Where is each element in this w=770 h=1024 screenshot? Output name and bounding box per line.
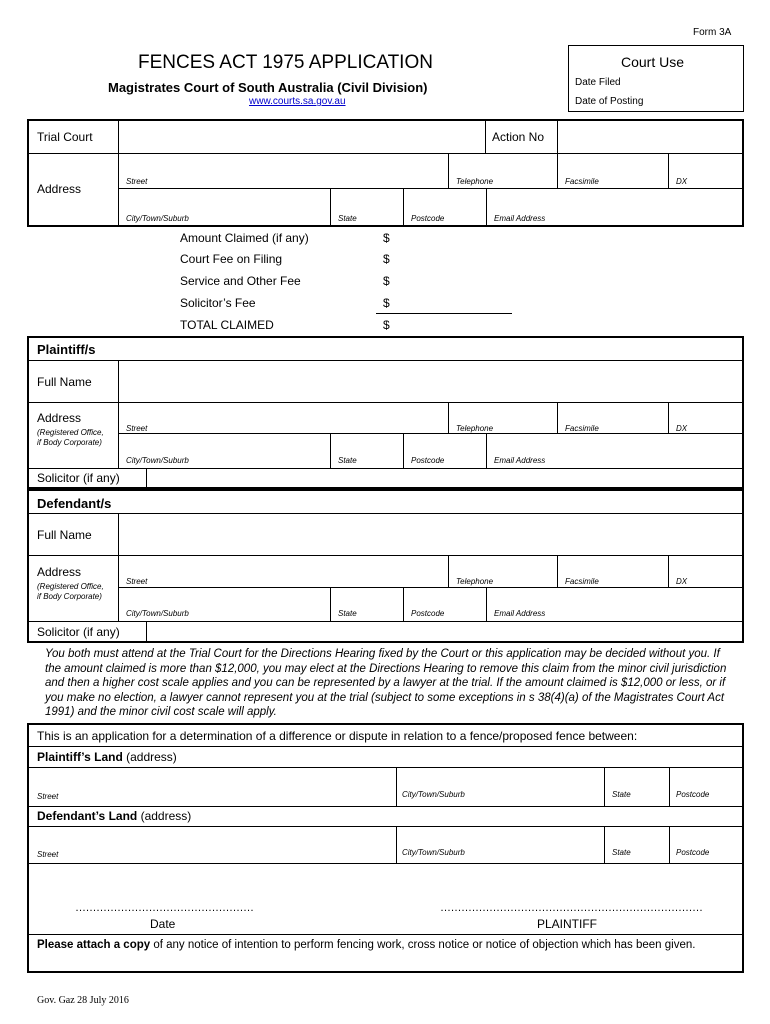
date-label: Date [150, 917, 176, 931]
court-telephone-input[interactable] [452, 156, 553, 174]
plaintiff-email-label: Email Address [494, 456, 546, 465]
form-number: Form 3A [693, 27, 732, 38]
plaintiff-dx-label: DX [676, 424, 688, 433]
court-use-box [568, 45, 744, 112]
court-fee-currency: $ [383, 252, 390, 266]
service-fee-label: Service and Other Fee [180, 274, 301, 288]
defendant-street-input[interactable] [122, 558, 444, 575]
amount-claimed-currency: $ [383, 231, 390, 245]
court-telephone-label: Telephone [456, 177, 494, 186]
plaintiff-city-label: City/Town/Suburb [126, 456, 189, 465]
defendant-land-note: (address) [137, 809, 192, 823]
plaintiff-state-label: State [338, 456, 357, 465]
defendant-state-input[interactable] [334, 590, 399, 607]
plaintiff-land-state-label: State [612, 790, 631, 799]
court-state-input[interactable] [334, 191, 399, 211]
application-intro: This is an application for a determination of a difference or dispute in relation to a fence/proposed fence between: [37, 729, 638, 743]
plaintiff-state-input[interactable] [334, 436, 399, 454]
date-of-posting-label: Date of Posting [575, 96, 644, 107]
defendant-land-city-input[interactable] [400, 829, 600, 847]
form-title: FENCES ACT 1975 APPLICATION [138, 52, 433, 73]
total-claimed-currency: $ [383, 318, 390, 332]
court-city-input[interactable] [122, 191, 326, 211]
court-facsimile-input[interactable] [561, 156, 664, 174]
defendant-full-name-input[interactable] [122, 519, 740, 549]
defendant-address-note: (Registered Office, if Body Corporate) [37, 582, 104, 601]
plaintiff-facsimile-label: Facsimile [565, 424, 599, 433]
defendant-dx-input[interactable] [672, 558, 740, 575]
plaintiff-land-postcode-input[interactable] [673, 770, 740, 788]
court-fee-input[interactable] [394, 251, 510, 267]
plaintiff-address-label: Address [37, 411, 82, 425]
defendant-street-label: Street [126, 577, 148, 586]
date-filed-label: Date Filed [575, 77, 621, 88]
trial-court-input[interactable] [122, 124, 480, 148]
plaintiff-postcode-label: Postcode [411, 456, 445, 465]
defendant-land-street-label: Street [37, 850, 59, 859]
defendant-facsimile-input[interactable] [561, 558, 664, 575]
defendant-dx-label: DX [676, 577, 688, 586]
gazette-footer: Gov. Gaz 28 July 2016 [37, 995, 129, 1006]
court-state-label: State [338, 214, 357, 223]
court-street-label: Street [126, 177, 148, 186]
plaintiff-email-input[interactable] [490, 436, 740, 454]
plaintiff-postcode-input[interactable] [407, 436, 482, 454]
amount-claimed-label: Amount Claimed (if any) [180, 231, 309, 245]
plaintiff-full-name-label: Full Name [37, 375, 92, 389]
plaintiff-telephone-label: Telephone [456, 424, 494, 433]
total-claimed-label: TOTAL CLAIMED [180, 318, 274, 332]
plaintiff-land-title: Plaintiff’s Land [37, 750, 123, 764]
plaintiff-telephone-input[interactable] [452, 405, 553, 422]
defendant-full-name-label: Full Name [37, 528, 92, 542]
defendant-heading: Defendant/s [37, 496, 112, 511]
court-use-title: Court Use [621, 54, 685, 70]
defendant-solicitor-label: Solicitor (if any) [37, 625, 120, 639]
total-rule [376, 313, 512, 314]
court-fee-label: Court Fee on Filing [180, 252, 283, 266]
plaintiff-land-state-input[interactable] [608, 770, 665, 788]
plaintiff-street-label: Street [126, 424, 148, 433]
defendant-email-label: Email Address [494, 609, 546, 618]
solicitor-fee-currency: $ [383, 296, 390, 310]
defendant-telephone-label: Telephone [456, 577, 494, 586]
court-address-label: Address [37, 182, 82, 196]
plaintiff-city-input[interactable] [122, 436, 326, 454]
plaintiff-facsimile-input[interactable] [561, 405, 664, 422]
defendant-city-label: City/Town/Suburb [126, 609, 189, 618]
plaintiff-full-name-input[interactable] [122, 366, 740, 396]
defendant-land-street-input[interactable] [33, 829, 391, 847]
defendant-city-input[interactable] [122, 590, 326, 607]
court-dx-input[interactable] [672, 156, 740, 174]
defendant-postcode-label: Postcode [411, 609, 445, 618]
defendant-solicitor-input[interactable] [150, 624, 740, 640]
defendant-land-title: Defendant’s Land [37, 809, 138, 823]
service-fee-currency: $ [383, 274, 390, 288]
court-dx-label: DX [676, 177, 688, 186]
attendance-notice: You both must attend at the Trial Court for the Directions Hearing fixed by the Court or this application may be decided without you. If the amount claimed is more than $12,000, you may elect at the Directions Hearing to remove this claim from the minor civil jurisdiction and then a higher cost scale applies and you can be represented by a lawyer at the trial. If the amount claimed is $12,000 or less, or if you make no election, a lawyer cannot represent you at the trial (subject to some exceptions in s 38(4)(a) of the Magistrates Court Act 1991) and the minor civil cost scale will apply. [45, 648, 727, 718]
defendant-state-label: State [338, 609, 357, 618]
defendant-postcode-input[interactable] [407, 590, 482, 607]
plaintiff-signature-label: PLAINTIFF [537, 917, 598, 931]
plaintiff-dx-input[interactable] [672, 405, 740, 422]
action-no-input[interactable] [561, 124, 739, 148]
defendant-land-postcode-label: Postcode [676, 848, 710, 857]
plaintiff-land-city-input[interactable] [400, 770, 600, 788]
plaintiff-land-postcode-label: Postcode [676, 790, 710, 799]
service-fee-input[interactable] [394, 273, 510, 289]
date-dotted-line: …………………………………………… [75, 902, 254, 914]
plaintiff-signature-dotted-line: ………………………………………………………………… [440, 902, 703, 914]
trial-court-label: Trial Court [37, 130, 93, 144]
plaintiff-land-heading [37, 750, 177, 764]
action-no-label: Action No [492, 130, 545, 144]
defendant-land-heading [37, 809, 191, 823]
court-email-label: Email Address [494, 214, 546, 223]
courts-website-link[interactable]: www.courts.sa.gov.au [249, 96, 346, 107]
plaintiff-land-note: (address) [122, 750, 177, 764]
defendant-land-state-input[interactable] [608, 829, 665, 847]
defendant-telephone-input[interactable] [452, 558, 553, 575]
plaintiff-land-street-input[interactable] [33, 770, 391, 788]
court-postcode-label: Postcode [411, 214, 445, 223]
defendant-email-input[interactable] [490, 590, 740, 607]
court-postcode-input[interactable] [407, 191, 482, 211]
total-claimed-input[interactable] [394, 317, 510, 333]
form-subtitle: Magistrates Court of South Australia (Civil Division) [108, 80, 428, 95]
plaintiff-land-street-label: Street [37, 792, 59, 801]
amount-claimed-input[interactable] [394, 230, 510, 246]
defendant-land-city-label: City/Town/Suburb [402, 848, 465, 857]
solicitor-fee-label: Solicitor’s Fee [180, 296, 256, 310]
plaintiff-address-note: (Registered Office, if Body Corporate) [37, 428, 104, 447]
defendant-land-postcode-input[interactable] [673, 829, 740, 847]
court-street-input[interactable] [122, 156, 444, 174]
court-email-input[interactable] [490, 191, 740, 211]
plaintiff-solicitor-label: Solicitor (if any) [37, 471, 120, 485]
attach-copy-instruction [37, 938, 737, 953]
court-facsimile-label: Facsimile [565, 177, 599, 186]
plaintiff-heading: Plaintiff/s [37, 342, 96, 357]
attach-copy-emphasis: Please attach a copy [37, 939, 151, 951]
defendant-address-label: Address [37, 565, 82, 579]
plaintiff-street-input[interactable] [122, 405, 444, 422]
court-city-label: City/Town/Suburb [126, 214, 189, 223]
defendant-land-state-label: State [612, 848, 631, 857]
plaintiff-solicitor-input[interactable] [150, 470, 740, 486]
solicitor-fee-input[interactable] [394, 295, 510, 311]
attach-copy-text: of any notice of intention to perform fencing work, cross notice or notice of objection which has been given. [150, 939, 696, 951]
plaintiff-land-city-label: City/Town/Suburb [402, 790, 465, 799]
defendant-facsimile-label: Facsimile [565, 577, 599, 586]
